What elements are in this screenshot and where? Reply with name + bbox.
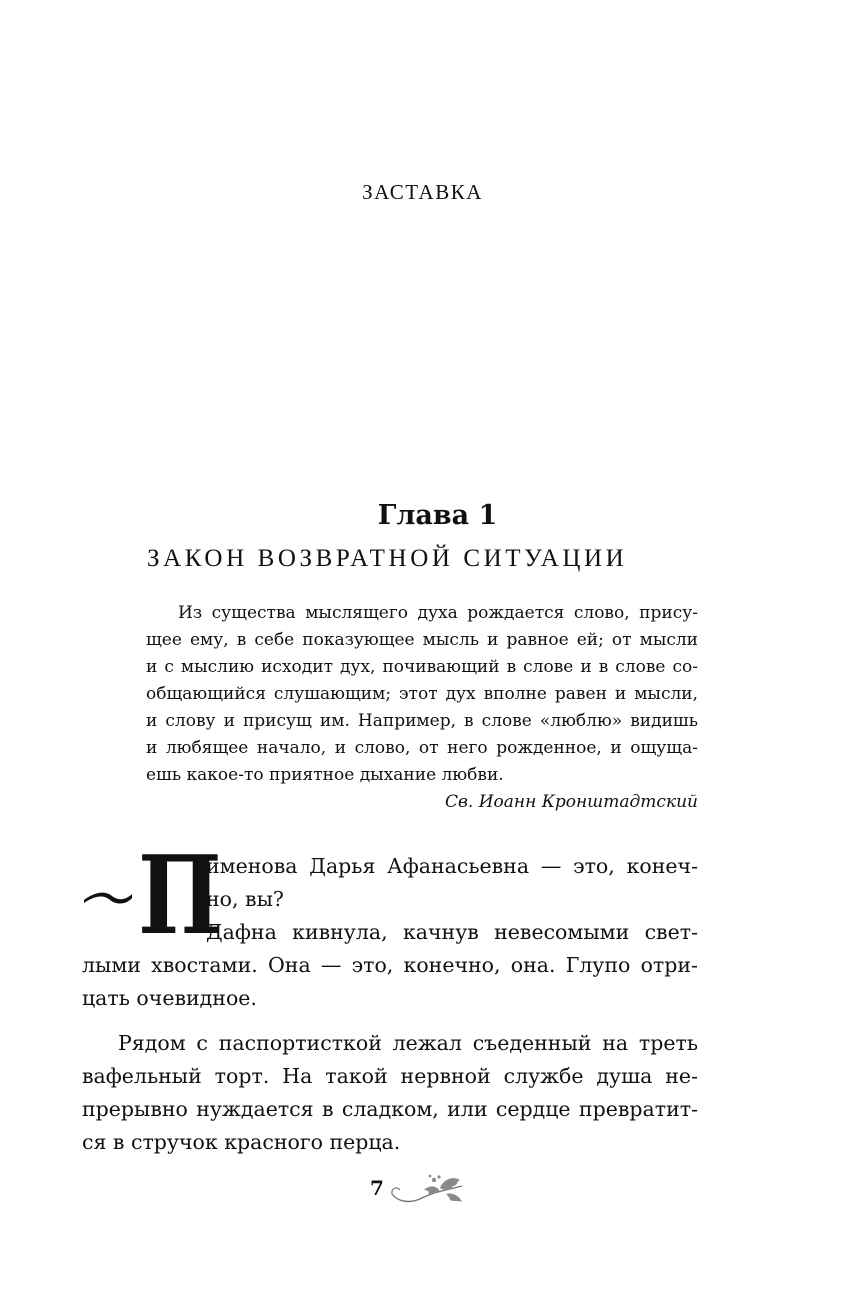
epigraph	[146, 600, 698, 816]
holly-branch-icon	[388, 1168, 468, 1208]
epigraph-line: и любящее начало, и слово, от него рожденное, и ощуща-	[146, 738, 698, 758]
body-line: но, вы?	[206, 887, 284, 911]
paragraph-gap	[82, 1015, 698, 1027]
chapter-number: Глава 1	[377, 500, 498, 531]
body-text	[82, 850, 698, 1159]
epigraph-line: и с мыслию исходит дух, почивающий в слове и в слове со-	[146, 657, 698, 677]
chapter-title: ЗАКОН ВОЗВРАТНОЙ СИТУАЦИИ	[147, 545, 628, 572]
body-line: Дафна кивнула, качнув невесомыми свет-	[206, 920, 698, 944]
running-head: ЗАСТАВКА	[362, 180, 483, 204]
epigraph-line: щее ему, в себе показующее мысль и равное ей; от мысли	[146, 630, 698, 650]
epigraph-line: ешь какое-то приятное дыхание любви.	[146, 765, 504, 785]
drop-cap: П	[138, 833, 222, 959]
body-line: ся в стручок красного перца.	[82, 1130, 401, 1154]
epigraph-line: и слову и присущ им. Например, в слове «люблю» видишь	[146, 711, 698, 731]
body-line: вафельный торт. На такой нервной службе душа не-	[82, 1064, 698, 1088]
epigraph-line: общающийся слушающим; этот дух вполне равен и мысли,	[146, 684, 698, 704]
page-footer	[370, 1168, 468, 1208]
body-line: Рядом с паспортисткой лежал съеденный на треть	[118, 1031, 698, 1055]
body-line: лыми хвостами. Она — это, конечно, она. Глупо отри-	[82, 953, 698, 977]
body-line: прерывно нуждается в сладком, или сердце превратит-	[82, 1097, 698, 1121]
epigraph-attribution: Св. Иоанн Кронштадтский	[445, 792, 698, 812]
body-line: цать очевидное.	[82, 986, 257, 1010]
page-number: 7	[370, 1176, 384, 1200]
epigraph-line: Из существа мыслящего духа рождается слово, прису-	[178, 603, 698, 623]
body-line: именова Дарья Афанасьевна — это, конеч-	[206, 854, 698, 878]
